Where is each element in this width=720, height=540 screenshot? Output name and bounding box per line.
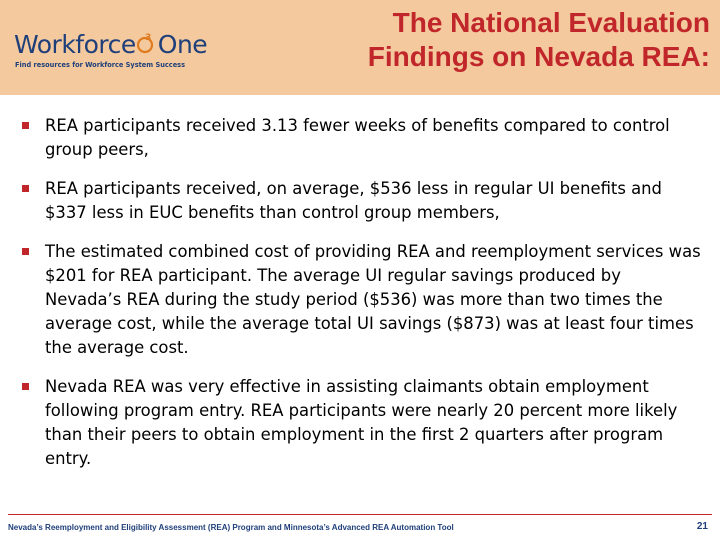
bullet-text: REA participants received, on average, $536 less in regular UI benefits and $337 less in EUC benefits than control group members, xyxy=(45,179,662,222)
square-bullet-icon xyxy=(22,122,29,129)
bullet-text: REA participants received 3.13 fewer weeks of benefits compared to control group peers, xyxy=(45,116,670,159)
page-number: 21 xyxy=(696,521,708,532)
bullet-text: Nevada REA was very effective in assisting claimants obtain employment following program entry. REA participants were nearly 20 percent more likely than their peers to obtain employment in the first 2 quarters after program entry. xyxy=(45,377,678,468)
footer-text: Nevada’s Reemployment and Eligibility Assessment (REA) Program and Minnesota’s Advanced REA Automation Tool xyxy=(8,523,454,532)
logo-text-after: One xyxy=(157,29,208,59)
svg-text:3: 3 xyxy=(144,33,151,43)
square-bullet-icon xyxy=(22,185,29,192)
bullet-list xyxy=(22,114,702,486)
footer-divider xyxy=(8,514,712,515)
bullet-text: The estimated combined cost of providing REA and reemployment services was $201 for REA participant. The average UI regular savings produced by Nevada’s REA during the study period ($536) was more than two times the average cost, while the average total UI savings ($873) was at least four times the average cost. xyxy=(45,242,701,357)
logo-wordmark xyxy=(14,28,207,60)
slide-title: The National Evaluation Findings on Nevada REA: xyxy=(367,7,710,72)
bullet-item xyxy=(22,177,702,225)
logo-text-before: Workforce xyxy=(14,29,136,59)
bullet-item xyxy=(22,375,702,471)
slide-header xyxy=(0,0,720,95)
bullet-item xyxy=(22,240,702,360)
slide-footer xyxy=(0,514,720,540)
square-bullet-icon xyxy=(22,248,29,255)
logo-three-icon xyxy=(137,31,157,57)
logo-tagline: Find resources for Workforce System Success xyxy=(15,61,186,69)
square-bullet-icon xyxy=(22,383,29,390)
bullet-item xyxy=(22,114,702,162)
workforce-one-logo xyxy=(14,28,214,78)
